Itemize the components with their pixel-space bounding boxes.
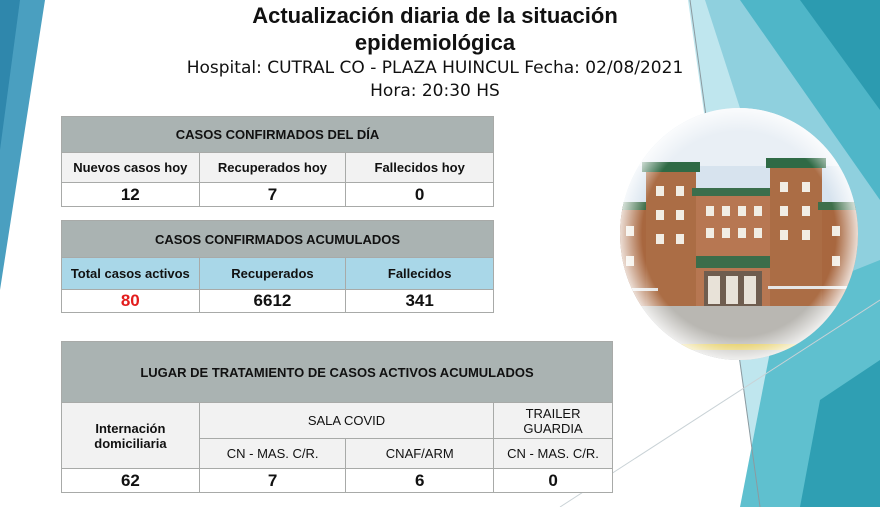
trailer-guardia-label: TRAILER GUARDIA (494, 403, 613, 439)
hospital-date-line: Hospital: CUTRAL CO - PLAZA HUINCUL Fecha: 02/08/2021 (186, 58, 684, 78)
daily-cases-table (61, 116, 494, 207)
deaths-today-value: 0 (346, 183, 494, 207)
home-care-label: Internación domiciliaria (62, 403, 200, 469)
cumulative-cases-table (61, 220, 494, 313)
col-active-cases: Total casos activos (62, 258, 200, 290)
cnaf-arm-value: 6 (346, 469, 494, 493)
hospital-building-photo (618, 106, 860, 362)
new-cases-value: 12 (62, 183, 200, 207)
col-cnaf-arm: CNAF/ARM (346, 439, 494, 469)
cn-mas-value: 7 (199, 469, 346, 493)
home-care-value: 62 (62, 469, 200, 493)
page-subtitle (170, 57, 700, 103)
treatment-location-table (61, 341, 613, 493)
treatment-heading: LUGAR DE TRATAMIENTO DE CASOS ACTIVOS ACUMULADOS (62, 342, 613, 403)
deaths-value: 341 (346, 290, 494, 313)
col-deaths: Fallecidos (346, 258, 494, 290)
trailer-value: 0 (494, 469, 613, 493)
col-cn-mas: CN - MAS. C/R. (199, 439, 346, 469)
daily-heading: CASOS CONFIRMADOS DEL DÍA (62, 117, 494, 153)
recovered-value: 6612 (199, 290, 346, 313)
recovered-today-value: 7 (199, 183, 346, 207)
col-new-cases: Nuevos casos hoy (62, 153, 200, 183)
active-cases-value: 80 (62, 290, 200, 313)
col-recovered: Recuperados (199, 258, 346, 290)
cumulative-heading: CASOS CONFIRMADOS ACUMULADOS (62, 221, 494, 258)
sala-covid-label: SALA COVID (199, 403, 493, 439)
col-recovered-today: Recuperados hoy (199, 153, 346, 183)
col-deaths-today: Fallecidos hoy (346, 153, 494, 183)
time-line: Hora: 20:30 HS (370, 81, 500, 101)
col-trailer-cn-mas: CN - MAS. C/R. (494, 439, 613, 469)
page-title: Actualización diaria de la situación epidemiológica (252, 3, 618, 55)
